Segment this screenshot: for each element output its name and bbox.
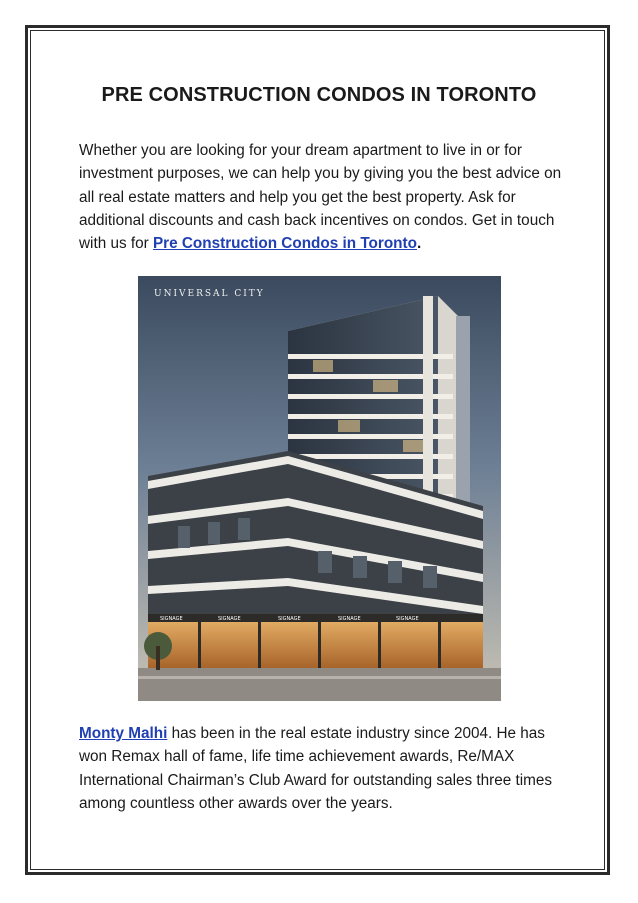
page-title: PRE CONSTRUCTION CONDOS IN TORONTO xyxy=(101,84,537,106)
monty-malhi-link[interactable]: Monty Malhi xyxy=(79,725,168,742)
signage-2: SIGNAGE xyxy=(218,616,241,622)
bio-paragraph xyxy=(79,722,569,815)
intro-end: . xyxy=(416,235,422,253)
intro-text: Whether you are looking for your dream apartment to live in or for investment purposes, we can help you by giving you the best advice on all real estate matters and help you get the best property. Ask for additional discounts and cash back incentives on condos. Get in touch with us for xyxy=(79,142,562,253)
universal-city-label: UNIVERSAL CITY xyxy=(154,289,265,299)
pre-construction-condos-link[interactable]: Pre Construction Condos in Toronto xyxy=(152,235,417,253)
signage-5: SIGNAGE xyxy=(396,616,419,622)
intro-paragraph xyxy=(79,139,569,255)
signage-1: SIGNAGE xyxy=(160,616,183,622)
bio-text: has been in the real estate industry since 2004. He has won Remax hall of fame, life time achievement awards, Re/MAX International Chairman’s Club Award for outstanding sales three times among countless other awards over the years. xyxy=(79,725,553,812)
signage-3: SIGNAGE xyxy=(278,616,301,622)
signage-4: SIGNAGE xyxy=(338,616,361,622)
condo-building-image xyxy=(138,276,501,701)
